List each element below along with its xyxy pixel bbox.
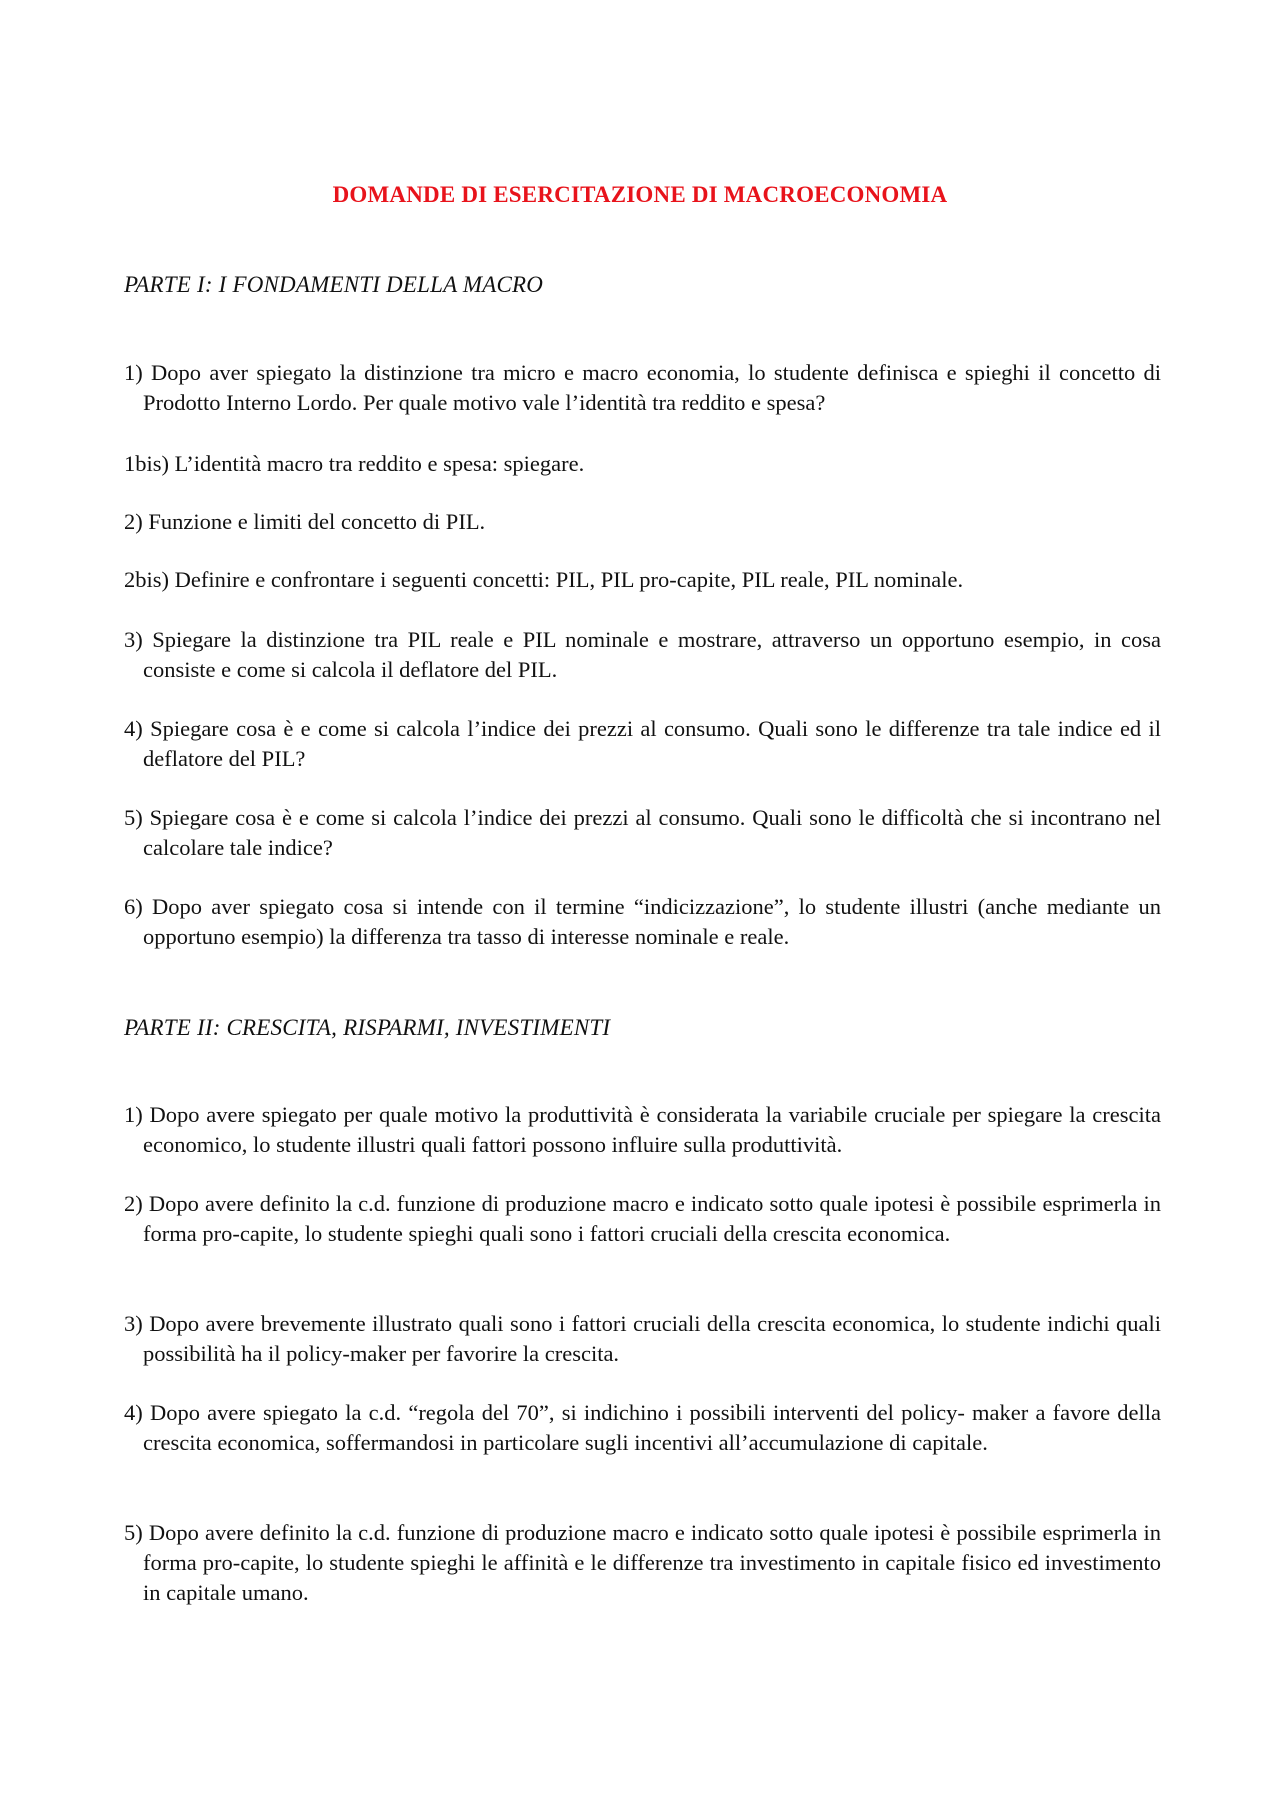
question-number: 4) (124, 716, 143, 741)
question-text: Spiegare cosa è e come si calcola l’indice dei prezzi al consumo. Quali sono le difficoltà che si incontrano nel calcolare tale indice? (143, 805, 1162, 860)
question-text: Dopo aver spiegato la distinzione tra micro e macro economia, lo studente definisca e spieghi il concetto di Prodotto Interno Lordo. Per quale motivo vale l’identità tra reddito e spesa? (143, 360, 1162, 415)
question-number: 1) (124, 360, 143, 385)
question-text: Spiegare la distinzione tra PIL reale e PIL nominale e mostrare, attraverso un opportuno esempio, in cosa consiste e come si calcola il deflatore del PIL. (143, 627, 1162, 682)
question-p1-1bis (124, 449, 1161, 479)
question-p1-2 (124, 507, 1161, 537)
question-number: 5) (124, 1520, 143, 1545)
question-text: Funzione e limiti del concetto di PIL. (148, 509, 486, 534)
question-p1-1 (124, 358, 1161, 418)
question-text: Dopo aver spiegato cosa si intende con il termine “indicizzazione”, lo studente illustri (anche mediante un opportuno esempio) la differenza tra tasso di interesse nominale e reale. (143, 894, 1161, 949)
question-p2-1 (124, 1100, 1161, 1160)
question-text: Definire e confrontare i seguenti concetti: PIL, PIL pro-capite, PIL reale, PIL nominale. (174, 567, 964, 592)
question-p1-6 (124, 892, 1161, 952)
question-number: 2) (124, 1191, 143, 1216)
question-text: Dopo avere definito la c.d. funzione di produzione macro e indicato sotto quale ipotesi è possibile esprimerla in forma pro-capite, lo studente spieghi quali sono i fattori cruciali della crescita economica. (143, 1191, 1162, 1246)
question-text: Dopo avere definito la c.d. funzione di produzione macro e indicato sotto quale ipotesi è possibile esprimerla in forma pro-capite, lo studente spieghi le affinità e le differenze tra investimento in capitale fisico ed investimento in capitale umano. (143, 1520, 1162, 1605)
question-p1-4 (124, 714, 1161, 774)
question-p1-5 (124, 803, 1161, 863)
question-number: 2) (124, 509, 143, 534)
question-p2-5 (124, 1518, 1161, 1608)
question-text: Dopo avere spiegato per quale motivo la produttività è considerata la variabile cruciale per spiegare la crescita economico, lo studente illustri quali fattori possono influire sulla produttività. (143, 1102, 1161, 1157)
question-p2-4 (124, 1398, 1161, 1458)
document-title: DOMANDE DI ESERCITAZIONE DI MACROECONOMIA (332, 182, 948, 207)
question-text: Dopo avere brevemente illustrato quali sono i fattori cruciali della crescita economica, lo studente indichi quali possibilità ha il policy-maker per favorire la crescita. (143, 1311, 1161, 1366)
question-text: L’identità macro tra reddito e spesa: spiegare. (174, 451, 585, 476)
question-number: 1) (124, 1102, 143, 1127)
section-heading-part-1: PARTE I: I FONDAMENTI DELLA MACRO (124, 272, 544, 297)
question-number: 6) (124, 894, 143, 919)
question-number: 3) (124, 627, 143, 652)
question-number: 2bis) (124, 567, 169, 592)
question-p2-2 (124, 1189, 1161, 1249)
section-heading-part-2: PARTE II: CRESCITA, RISPARMI, INVESTIMENTI (124, 1015, 611, 1040)
question-number: 3) (124, 1311, 143, 1336)
question-text: Spiegare cosa è e come si calcola l’indice dei prezzi al consumo. Quali sono le differenze tra tale indice ed il deflatore del PIL? (143, 716, 1161, 771)
question-text: Dopo avere spiegato la c.d. “regola del 70”, si indichino i possibili interventi del policy- maker a favore della crescita economica, soffermandosi in particolare sugli incentivi all’accumulazione di capitale. (143, 1400, 1162, 1455)
question-p1-3 (124, 625, 1161, 685)
question-number: 4) (124, 1400, 143, 1425)
question-p1-2bis (124, 565, 1161, 595)
question-p2-3 (124, 1309, 1161, 1369)
question-number: 5) (124, 805, 143, 830)
question-number: 1bis) (124, 451, 169, 476)
